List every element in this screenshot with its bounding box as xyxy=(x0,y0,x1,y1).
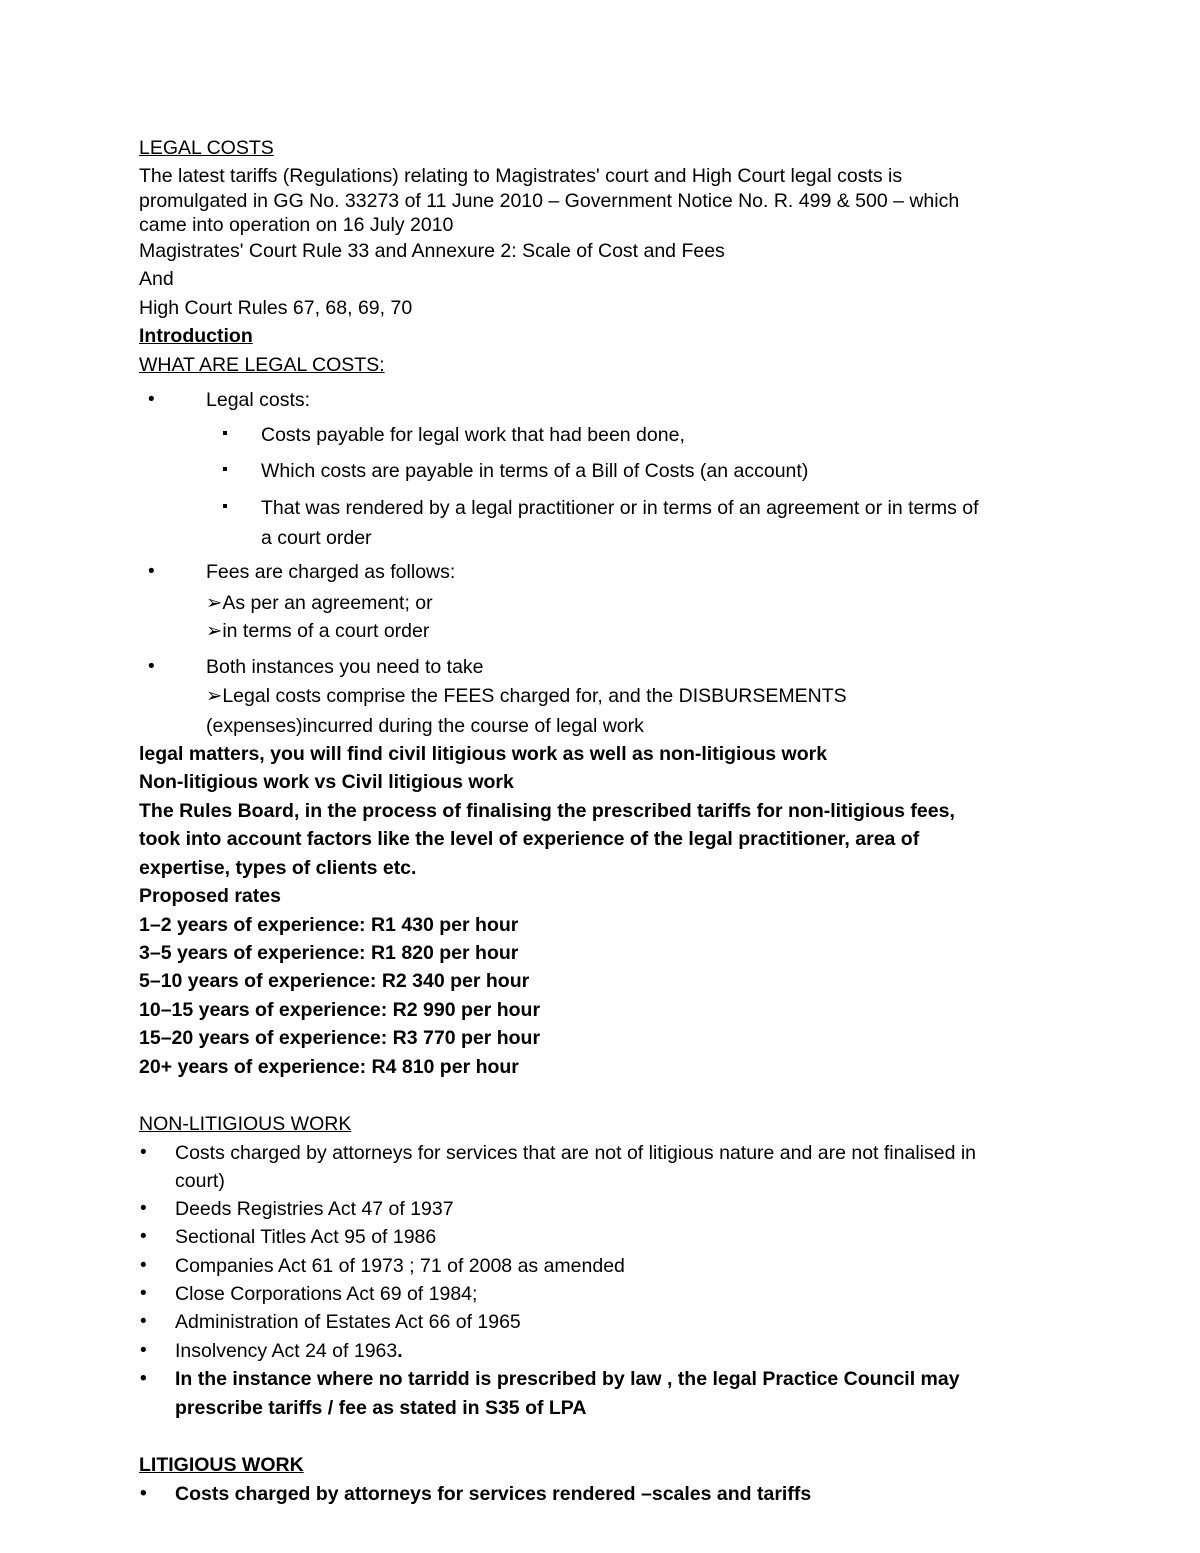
non-litigious-item: court) xyxy=(175,1170,225,1192)
legal-costs-label: Legal costs: xyxy=(206,389,311,411)
rate-line: 15–20 years of experience: R3 770 per hour xyxy=(139,1027,541,1049)
bold-line: expertise, types of clients etc. xyxy=(139,857,417,879)
bullet-dot: • xyxy=(140,1368,147,1389)
heading-what-are-legal-costs: WHAT ARE LEGAL COSTS: xyxy=(139,354,385,376)
bullet-dot: • xyxy=(140,1255,147,1276)
intro-line: promulgated in GG No. 33273 of 11 June 2010 – Government Notice No. R. 499 & 500 – which xyxy=(139,190,960,212)
litigious-item: Costs charged by attorneys for services rendered –scales and tariffs xyxy=(175,1483,812,1505)
fees-label: Fees are charged as follows: xyxy=(206,561,456,583)
non-litigious-item: Deeds Registries Act 47 of 1937 xyxy=(175,1198,454,1220)
non-litigious-item: Administration of Estates Act 66 of 1965 xyxy=(175,1311,521,1333)
heading-litigious: LITIGIOUS WORK xyxy=(139,1454,304,1476)
heading-introduction: Introduction xyxy=(139,325,253,347)
non-litigious-item xyxy=(175,1339,403,1363)
bullet-dot: • xyxy=(140,1198,147,1219)
bullet-dot: • xyxy=(140,1340,147,1361)
bullet-dot: • xyxy=(140,1483,147,1504)
non-litigious-item: prescribe tariffs / fee as stated in S35 of LPA xyxy=(175,1397,587,1419)
small-square-bullet xyxy=(223,467,227,471)
non-litigious-item: Costs charged by attorneys for services that are not of litigious nature and are not finalised in xyxy=(175,1142,977,1164)
both-label: Both instances you need to take xyxy=(206,656,484,678)
bullet-dot: • xyxy=(140,1226,147,1247)
intro-line: came into operation on 16 July 2010 xyxy=(139,214,454,236)
intro-line: The latest tariffs (Regulations) relating to Magistrates' court and High Court legal costs is xyxy=(139,165,903,187)
rate-line: 1–2 years of experience: R1 430 per hour xyxy=(139,914,519,936)
legal-costs-subitem: Costs payable for legal work that had been done, xyxy=(261,424,685,446)
intro-line: High Court Rules 67, 68, 69, 70 xyxy=(139,297,413,319)
bold-line: The Rules Board, in the process of finalising the prescribed tariffs for non-litigious fees, xyxy=(139,800,955,822)
legal-costs-subitem: Which costs are payable in terms of a Bill of Costs (an account) xyxy=(261,460,809,482)
small-square-bullet xyxy=(223,431,227,435)
bullet-dot: • xyxy=(148,389,155,410)
proposed-rates-heading: Proposed rates xyxy=(139,885,281,907)
both-subitem: ➢Legal costs comprise the FEES charged for, and the DISBURSEMENTS xyxy=(206,685,847,707)
rate-line: 10–15 years of experience: R2 990 per hour xyxy=(139,999,541,1021)
insolvency-period: . xyxy=(397,1340,403,1362)
non-litigious-item: Sectional Titles Act 95 of 1986 xyxy=(175,1226,437,1248)
bullet-dot: • xyxy=(148,656,155,677)
intro-line: And xyxy=(139,268,174,290)
non-litigious-item: In the instance where no tarridd is prescribed by law , the legal Practice Council may xyxy=(175,1368,960,1390)
bullet-dot: • xyxy=(140,1311,147,1332)
intro-line: Magistrates' Court Rule 33 and Annexure 2: Scale of Cost and Fees xyxy=(139,240,725,262)
rate-line: 3–5 years of experience: R1 820 per hour xyxy=(139,942,519,964)
legal-costs-subitem: a court order xyxy=(261,527,372,549)
bold-line: Non-litigious work vs Civil litigious work xyxy=(139,771,514,793)
non-litigious-item: Close Corporations Act 69 of 1984; xyxy=(175,1283,478,1305)
bold-line: took into account factors like the level of experience of the legal practitioner, area of xyxy=(139,828,920,850)
insolvency-text: Insolvency Act 24 of 1963 xyxy=(175,1340,398,1362)
small-square-bullet xyxy=(223,504,227,508)
bold-line: legal matters, you will find civil litigious work as well as non-litigious work xyxy=(139,743,828,765)
bullet-dot: • xyxy=(140,1142,147,1163)
bullet-dot: • xyxy=(148,561,155,582)
both-subitem: (expenses)incurred during the course of legal work xyxy=(206,715,644,737)
fees-subitem: ➢As per an agreement; or xyxy=(206,592,433,614)
rate-line: 20+ years of experience: R4 810 per hour xyxy=(139,1056,519,1078)
legal-costs-subitem: That was rendered by a legal practitioner or in terms of an agreement or in terms of xyxy=(261,497,979,519)
rate-line: 5–10 years of experience: R2 340 per hour xyxy=(139,970,530,992)
fees-subitem: ➢in terms of a court order xyxy=(206,620,430,642)
non-litigious-item: Companies Act 61 of 1973 ; 71 of 2008 as amended xyxy=(175,1255,625,1277)
heading-legal-costs: LEGAL COSTS xyxy=(139,137,274,159)
bullet-dot: • xyxy=(140,1283,147,1304)
heading-non-litigious: NON-LITIGIOUS WORK xyxy=(139,1113,352,1135)
